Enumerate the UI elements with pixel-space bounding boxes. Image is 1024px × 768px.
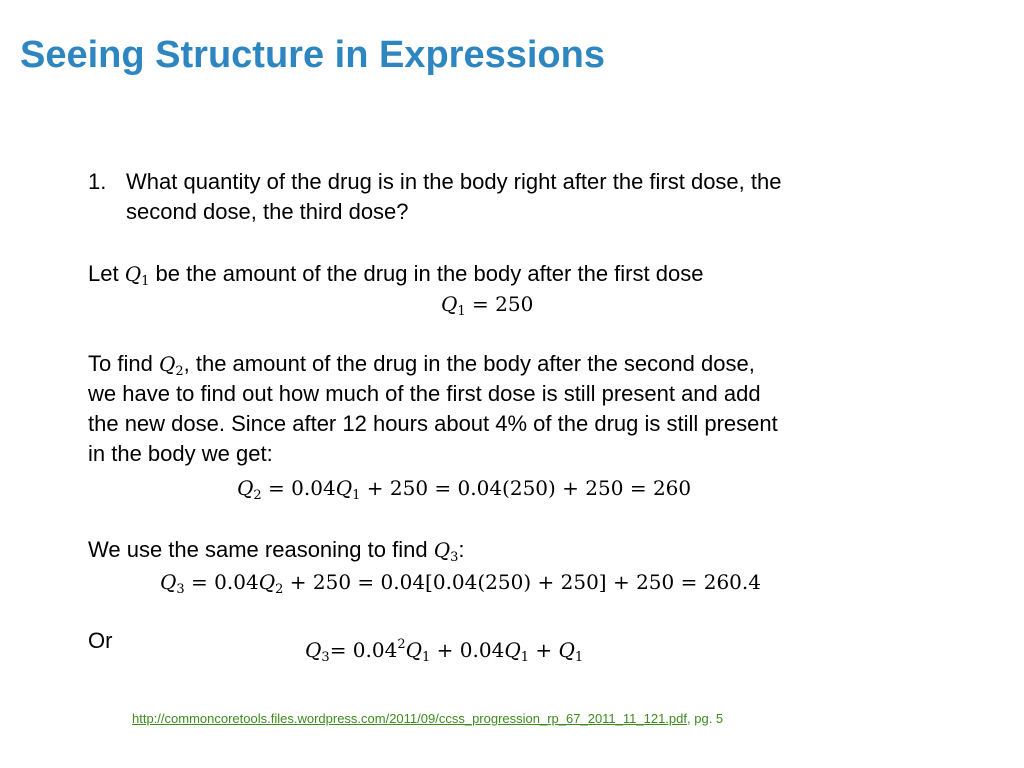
tofind-line-3: the new dose. Since after 12 hours about 4% of the drug is still present [88,411,778,436]
footer-separator: , [687,711,691,726]
slide-title: Seeing Structure in Expressions [20,34,605,76]
reasoning-line: We use the same reasoning to find $Q_3$: [88,537,465,565]
tofind-line-2: we have to find out how much of the first dose is still present and add [88,381,761,406]
q3-symbol: $Q_3$ [433,538,459,565]
equation-q1: $Q_1 = 250$ [441,292,534,319]
page-reference: pg. 5 [694,711,724,726]
let-suffix: be the amount of the drug in the body after the first dose [155,261,704,286]
let-statement [88,259,703,297]
q2-symbol: $Q_2$ [158,352,184,379]
q1-symbol: $Q_1$ [124,262,150,289]
equation-q3: $Q_3 = 0.04Q_2 + 250 = 0.04[0.04(250) + 250] + 250 = 260.4$ [160,570,761,597]
or-label: Or [88,628,113,653]
question-number: 1. [88,169,107,194]
source-link[interactable]: http://commoncoretools.files.wordpress.com/2011/09/ccss_progression_rp_67_2011_11_121.pdf [132,711,687,726]
let-prefix: Let [88,261,119,286]
tofind-line-1: To find $Q_2$, the amount of the drug in the body after the second dose, [88,351,755,379]
equation-q2: $Q_2 = 0.04Q_1 + 250 = 0.04(250) + 250 = 260$ [237,476,692,503]
equation-q3-alt: $Q_3= 0.04^2Q_1 + 0.04Q_1 + Q_1$ [305,637,584,665]
source-footer [132,711,723,726]
question-line-2: second dose, the third dose? [126,199,409,224]
question-line-1: What quantity of the drug is in the body right after the first dose, the [126,169,782,194]
tofind-line-4: in the body we get: [88,441,273,466]
